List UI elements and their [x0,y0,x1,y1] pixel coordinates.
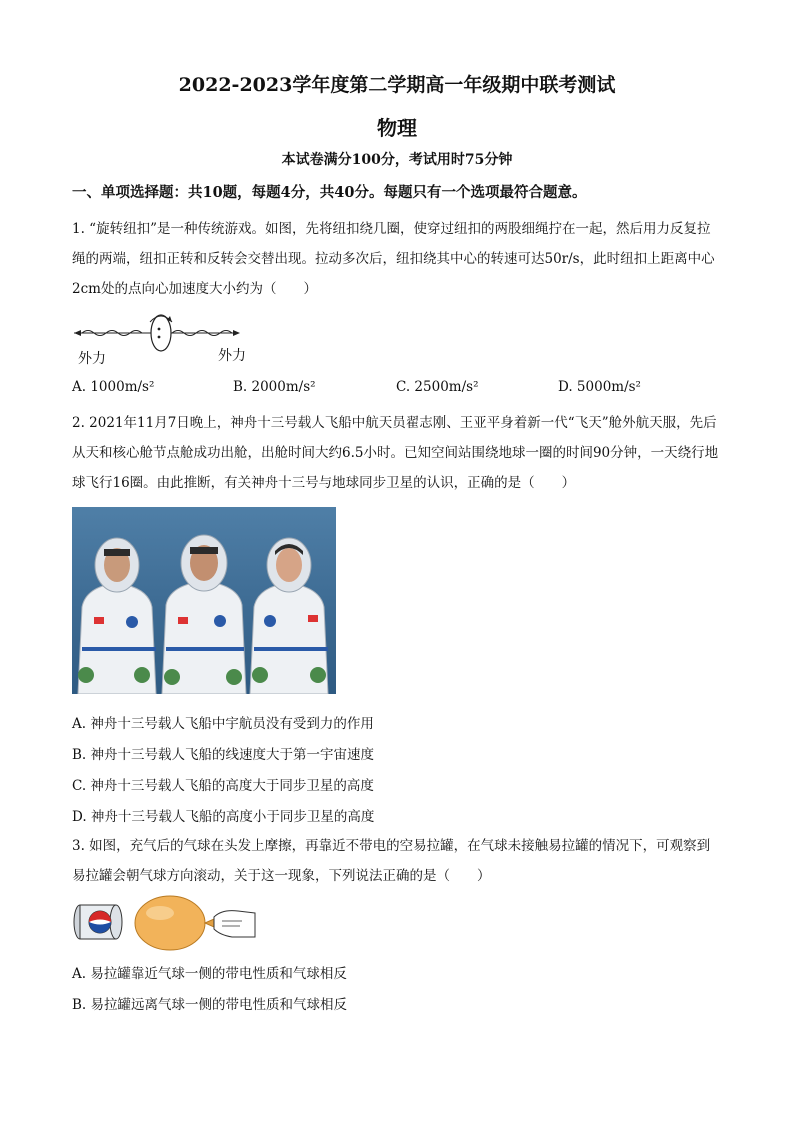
question-1-stem: 1. “旋转纽扣”是一种传统游戏。如图，先将纽扣绕几圈，使穿过纽扣的两股细绳拧在一起，然后用力反复拉绳的两端，纽扣正转和反转会交替出现。拉动多次后，纽扣绕其中心的转速可达50r/s，此时纽扣上距离中心 2cm处的点向心加速度大小约为（ ） [72,221,715,297]
q2-option-c: C. 神舟十三号载人飞船的高度大于同步卫星的高度 [72,778,374,794]
balloon-can-figure [72,893,257,951]
exam-info: 本试卷满分100分，考试用时75分钟 [281,152,513,168]
force-label-right: 外力 [218,348,246,364]
force-label-left: 外力 [78,351,106,367]
q3-option-a: A. 易拉罐靠近气球一侧的带电性质和气球相反 [72,966,347,982]
q1-option-a: A. 1000m/s² [72,379,155,395]
astronauts-photo [72,507,336,694]
q1-option-d: D. 5000m/s² [558,379,641,395]
question-1-options [0,379,794,399]
q1-option-b: B. 2000m/s² [233,379,316,395]
question-3-stem: 3. 如图，充气后的气球在头发上摩擦，再靠近不带电的空易拉罐，在气球未接触易拉罐的情况下，可观察到易拉罐会朝气球方向滚动，关于这一现象，下列说法正确的是（ ） [72,838,711,884]
q2-option-a: A. 神舟十三号载人飞船中宇航员没有受到力的作用 [72,716,374,732]
q3-option-b: B. 易拉罐远离气球一侧的带电性质和气球相反 [72,997,348,1013]
q2-option-d: D. 神舟十三号载人飞船的高度小于同步卫星的高度 [72,809,375,825]
question-2-stem: 2. 2021年11月7日晚上，神舟十三号载人飞船中航天员翟志刚、王亚平身着新一代“飞天”舱外航天服，先后从天和核心舱节点舱成功出舱，出舱时间大约6.5小时。已知空间站围绕地球一圈的时间90分钟，一天绕行地球飞行16圈。由此推断，有关神舟十三号与地球同步卫星的认识，正确的是（ ） [72,415,719,491]
exam-title: 2022-2023学年度第二学期高一年级期中联考测试 [178,74,616,96]
subject-title: 物理 [377,116,417,140]
q1-option-c: C. 2500m/s² [396,379,479,395]
section-heading: 一、单项选择题：共10题，每题4分，共40分。每题只有一个选项最符合题意。 [72,184,587,201]
q2-option-b: B. 神舟十三号载人飞船的线速度大于第一宇宙速度 [72,747,375,763]
